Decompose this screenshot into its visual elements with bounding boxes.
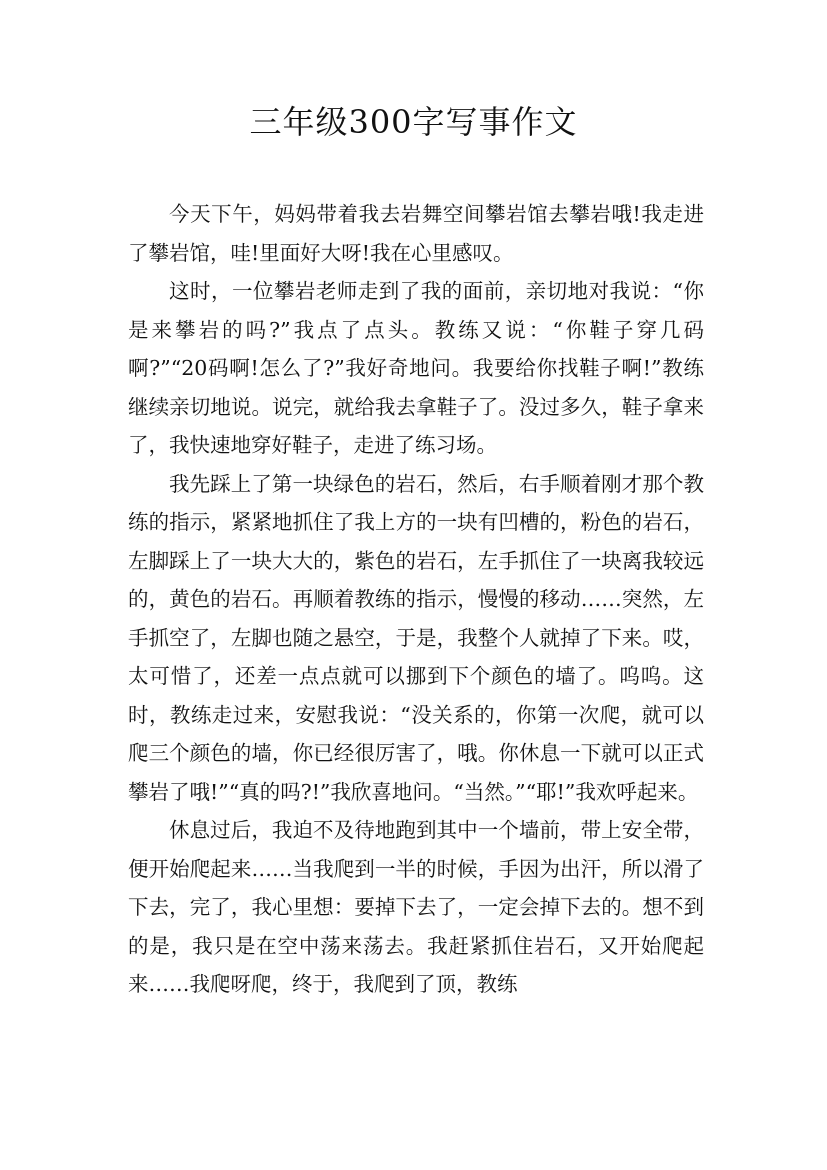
paragraph-3: 我先踩上了第一块绿色的岩石，然后，右手顺着刚才那个教练的指示，紧紧地抓住了我上方的一块有凹槽的，粉色的岩石，左脚踩上了一块大大的，紫色的岩石，左手抓住了一块离我较远的，黄色的岩石。再顺着教练的指示，慢慢的移动……突然，左手抓空了，左脚也随之悬空，于是，我整个人就掉了下来。哎，太可惜了，还差一点点就可以挪到下个颜色的墙了。呜呜。这时，教练走过来，安慰我说：“没关系的，你第一次爬，就可以爬三个颜色的墙，你已经很厉害了，哦。你休息一下就可以正式攀岩了哦!”“真的吗?!”我欣喜地问。“当然。”“耶!”我欢呼起来。	[128, 471, 704, 804]
paragraph-4: 休息过后，我迫不及待地跑到其中一个墙前，带上安全带，便开始爬起来……当我爬到一半的时候，手因为出汗，所以滑了下去，完了，我心里想：要掉下去了，一定会掉下去的。想不到的是，我只是在空中荡来荡去。我赶紧抓住岩石，又开始爬起来……我爬呀爬，终于，我爬到了顶，教练	[128, 818, 704, 996]
paragraph-2: 这时，一位攀岩老师走到了我的面前，亲切地对我说：“你是来攀岩的吗?”我点了点头。教练又说：“你鞋子穿几码啊?”“20码啊!怎么了?”我好奇地问。我要给你找鞋子啊!”教练继续亲切地说。说完，就给我去拿鞋子了。没过多久，鞋子拿来了，我快速地穿好鞋子，走进了练习场。	[128, 279, 704, 457]
document-title: 三年级300字写事作文	[249, 103, 578, 141]
paragraph-1: 今天下午，妈妈带着我去岩舞空间攀岩馆去攀岩哦!我走进了攀岩馆，哇!里面好大呀!我在心里感叹。	[128, 202, 704, 265]
essay-body	[128, 195, 704, 1004]
